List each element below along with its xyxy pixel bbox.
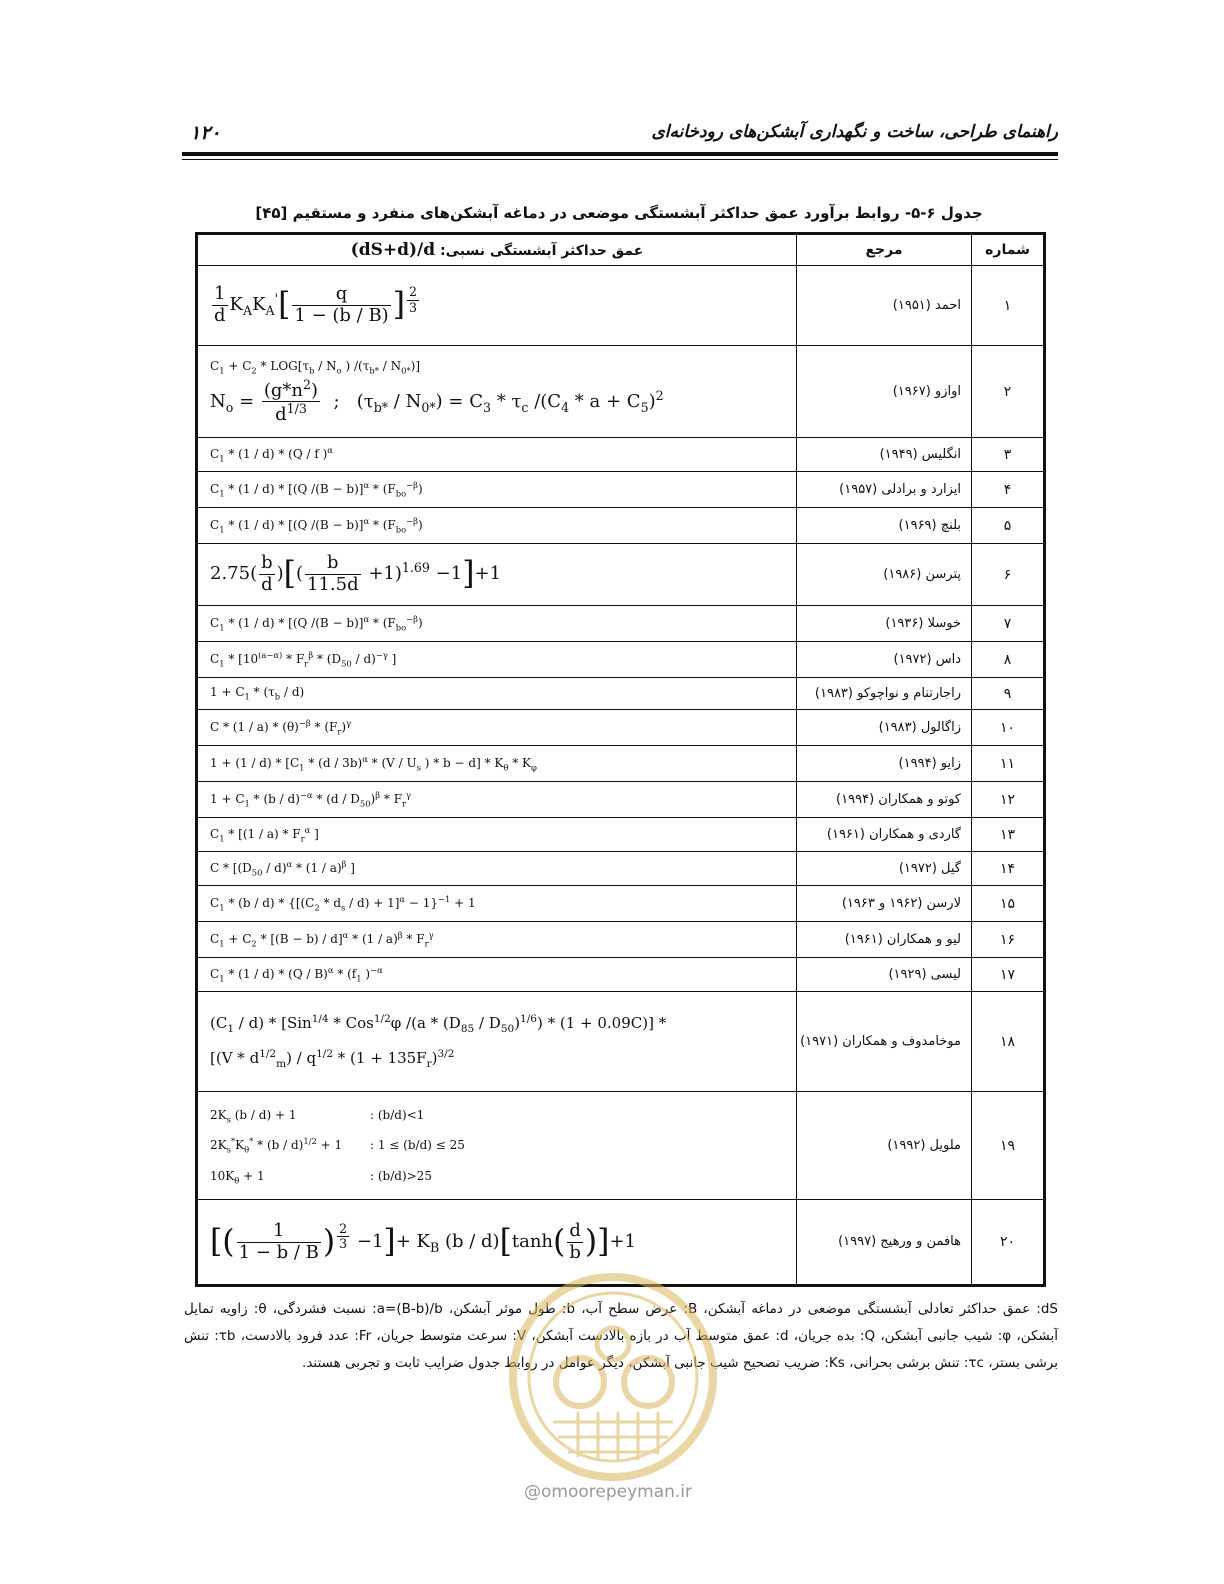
table-row bbox=[197, 472, 1045, 508]
formula-2: $C_1 + C_2 * LOG[\tau_b / N_o$ ) $/(\tau_{b*} / N_{0*})$] $N_o$ = $\frac{(g*n^2)}{d^{1/3}}$ ; $(\tau_{b*} / N_{0*}) = C_3 * \tau_c$ $/(C_4 * a + C_5)^2$ bbox=[197, 346, 797, 438]
row-number: ۱۷ bbox=[972, 958, 1045, 992]
header-formula-label: عمق حداکثر آبشستگی نسبی: bbox=[440, 243, 644, 259]
reference-cell: گاردی و همکاران (۱۹۶۱) bbox=[797, 818, 972, 852]
row-number: ۶ bbox=[972, 544, 1045, 606]
formula-10: C * $(1 / a) * (\theta)^{-\beta} * (F_r)^\gamma$ bbox=[197, 710, 797, 746]
page-header bbox=[182, 118, 1058, 158]
formula-6: 2.75( $\frac{b}{d}$ )[( $\frac{b}{11.5d}$ +1)$^{1.69}$ −1]+1 bbox=[197, 544, 797, 606]
reference-cell: انگلیس (۱۹۴۹) bbox=[797, 438, 972, 472]
reference-cell: خوسلا (۱۹۳۶) bbox=[797, 606, 972, 642]
table-row bbox=[197, 818, 1045, 852]
row-number: ۱۸ bbox=[972, 992, 1045, 1092]
formula-16: $C_1 + C_2 * [(B - b) / d]^\alpha * (1 / a)^\beta * F_r^\gamma$ bbox=[197, 922, 797, 958]
reference-cell: راجارتنام و نواچوکو (۱۹۸۳) bbox=[797, 678, 972, 710]
reference-cell: هافمن و ورهیج (۱۹۹۷) bbox=[797, 1200, 972, 1286]
reference-cell: داس (۱۹۷۲) bbox=[797, 642, 972, 678]
formula-14: C * [$(D_{50} / d)^\alpha * (1 / a)^\beta$ ] bbox=[197, 852, 797, 886]
reference-cell: بلنچ (۱۹۶۹) bbox=[797, 508, 972, 544]
formula-7: $C_1 * (1 / d) * [(Q$ $/(B - b)]^\alpha * (F_{bo}^{-\beta})$ bbox=[197, 606, 797, 642]
table-row bbox=[197, 852, 1045, 886]
condition-2: : 1 ≤ (b/d) ≤ 25 bbox=[370, 1138, 465, 1153]
header-number: شماره bbox=[972, 234, 1045, 266]
header-formula-symbol: (dS+d)/d bbox=[350, 240, 436, 260]
reference-cell: کوتو و همکاران (۱۹۹۴) bbox=[797, 782, 972, 818]
row-number: ۱ bbox=[972, 266, 1045, 346]
header-reference: مرجع bbox=[797, 234, 972, 266]
table-row bbox=[197, 642, 1045, 678]
reference-cell: لیسی (۱۹۲۹) bbox=[797, 958, 972, 992]
formula-3: $C_1 * (1 / d) * (Q$ / f )$^\alpha$ bbox=[197, 438, 797, 472]
table-row bbox=[197, 606, 1045, 642]
header-rule-thin bbox=[182, 159, 1058, 160]
header-formula bbox=[197, 234, 797, 266]
header-rule-thick bbox=[182, 152, 1058, 156]
table-row bbox=[197, 544, 1045, 606]
row-number: ۹ bbox=[972, 678, 1045, 710]
row-number: ۵ bbox=[972, 508, 1045, 544]
table-row bbox=[197, 346, 1045, 438]
reference-cell: لارسن (۱۹۶۲ و ۱۹۶۳) bbox=[797, 886, 972, 922]
reference-cell: پترسن (۱۹۸۶) bbox=[797, 544, 972, 606]
table-row bbox=[197, 678, 1045, 710]
watermark-logo bbox=[498, 1262, 728, 1492]
table-row bbox=[197, 922, 1045, 958]
row-number: ۱۳ bbox=[972, 818, 1045, 852]
formula-17: $C_1 * (1 / d) * (Q / B)^\alpha * (f_1$ )$^{-\alpha}$ bbox=[197, 958, 797, 992]
condition-1: : (b/d)<1 bbox=[370, 1107, 425, 1122]
formula-11: $1 + (1 / d) * [C_1 * (d / 3b)^\alpha * (V / U_s$ ) * $b - d] * K_\theta * K_\varphi$ bbox=[197, 746, 797, 782]
condition-3: : (b/d)>25 bbox=[370, 1168, 432, 1183]
table-row bbox=[197, 508, 1045, 544]
reference-cell: زاگالول (۱۹۸۳) bbox=[797, 710, 972, 746]
formula-18: $(C_1 / d) * [Sin^{1/4} * Cos^{1/2}\varphi$ $/(a * (D_{85} / D_{50})^{1/6}) * (1 + 0.09C)$] * [$(V * d^{1/2}_m) / q^{1/2} * (1 + 135F_r)^{3/2}$ bbox=[197, 992, 797, 1092]
row-number: ۱۲ bbox=[972, 782, 1045, 818]
reference-cell: ایزارد و برادلی (۱۹۵۷) bbox=[797, 472, 972, 508]
formula-4: $C_1 * (1 / d) * [(Q$ $/(B - b)]^\alpha * (F_{bo}^{-\beta})$ bbox=[197, 472, 797, 508]
row-number: ۲ bbox=[972, 346, 1045, 438]
formula-table bbox=[195, 232, 1046, 1287]
table-row bbox=[197, 746, 1045, 782]
table-row bbox=[197, 266, 1045, 346]
formula-15: $C_1 * (b / d) * \{[(C_2 * d_s / d) + 1]^\alpha - 1\}^{-1} + 1$ bbox=[197, 886, 797, 922]
row-number: ۷ bbox=[972, 606, 1045, 642]
reference-cell: موخامدوف و همکاران (۱۹۷۱) bbox=[797, 992, 972, 1092]
formula-9: $1 + C_1 * (\tau_b / d)$ bbox=[197, 678, 797, 710]
formula-8: $C_1 * [10^{(a-\alpha)} * F_r^\beta * (D_{50} / d)^{-\gamma}$ ] bbox=[197, 642, 797, 678]
row-number: ۸ bbox=[972, 642, 1045, 678]
table-row bbox=[197, 886, 1045, 922]
notes-text: dS: عمق حداکثر تعادلی آبشستگی موضعی در دماغه آبشکن، B: عرض سطح آب، b: طول موثر آبشکن، a=(B-b)/b: نسبت فشردگی، θ: زاویه تمایل آبشکن، φ: شیب جانبی آبشکن، Q: بده جریان، d: عمق متوسط آب در بازه بالادست آبشکن، V: سرعت متوسط جریان، Fr: عدد فرود بالادست، τb: تنش برشی بستر، τc: تنش برشی بحرانی، Ks: ضریب تصحیح شیب جانبی آبشکن، دیگر عوامل در روابط جدول ضرایب ثابت و تجربی هستند. bbox=[184, 1301, 1058, 1371]
row-number: ۱۵ bbox=[972, 886, 1045, 922]
formula-13: $C_1 * [(1 / a) * F_r^\alpha$ ] bbox=[197, 818, 797, 852]
formula-19: $2K_s$ (b / d) + 1 : (b/d)<1 $2K_s^*K_\theta^* * (b / d)^{1/2} + 1$ : 1 ≤ (b/d) ≤ 25 $10K_\theta + 1$ : (b/d)>25 bbox=[197, 1092, 797, 1200]
table-row bbox=[197, 782, 1045, 818]
row-number: ۱۱ bbox=[972, 746, 1045, 782]
row-number: ۴ bbox=[972, 472, 1045, 508]
table-row bbox=[197, 710, 1045, 746]
formula-12: $1 + C_1 * (b / d)^{-\alpha} * (d / D_{50})^\beta * F_r^\gamma$ bbox=[197, 782, 797, 818]
reference-cell: لیو و همکاران (۱۹۶۱) bbox=[797, 922, 972, 958]
running-title: راهنمای طراحی، ساخت و نگهداری آبشکن‌های رودخانه‌ای bbox=[651, 122, 1058, 142]
watermark-site: @omoorepeyman.ir bbox=[523, 1482, 693, 1502]
reference-cell: احمد (۱۹۵۱) bbox=[797, 266, 972, 346]
reference-cell: اوازو (۱۹۶۷) bbox=[797, 346, 972, 438]
page-number: ۱۲۰ bbox=[190, 122, 221, 144]
reference-cell: گیل (۱۹۷۲) bbox=[797, 852, 972, 886]
reference-cell: زایو (۱۹۹۴) bbox=[797, 746, 972, 782]
row-number: ۱۴ bbox=[972, 852, 1045, 886]
table-row bbox=[197, 1092, 1045, 1200]
table-row bbox=[197, 992, 1045, 1092]
row-number: ۱۰ bbox=[972, 710, 1045, 746]
table-row bbox=[197, 438, 1045, 472]
row-number: ۱۶ bbox=[972, 922, 1045, 958]
table-caption: جدول ۶-۵- روابط برآورد عمق حداکثر آبشستگی موضعی در دماغه آبشکن‌های منفرد و مستقیم [۴۵] bbox=[255, 204, 983, 222]
formula-5: $C_1 * (1 / d) * [(Q$ $/(B - b)]^\alpha * (F_{bo}^{-\beta})$ bbox=[197, 508, 797, 544]
row-number: ۱۹ bbox=[972, 1092, 1045, 1200]
table-header-row bbox=[197, 234, 1045, 266]
row-number: ۳ bbox=[972, 438, 1045, 472]
reference-cell: ملویل (۱۹۹۲) bbox=[797, 1092, 972, 1200]
row-number: ۲۰ bbox=[972, 1200, 1045, 1286]
formula-1: $\frac{1}{d}$ $K_AK_A'$[ $\frac{q}{1 - (b / B)}$ ] $^{\frac{2}{3}}$ bbox=[197, 266, 797, 346]
formula-20: [( $\frac{1}{1 - b / B}$ ) $^{\frac{2}{3}}$ $-1]+ K_B$ (b / d)[tanh( $\frac{d}{b}$ )]+1 bbox=[197, 1200, 797, 1286]
table-row bbox=[197, 958, 1045, 992]
